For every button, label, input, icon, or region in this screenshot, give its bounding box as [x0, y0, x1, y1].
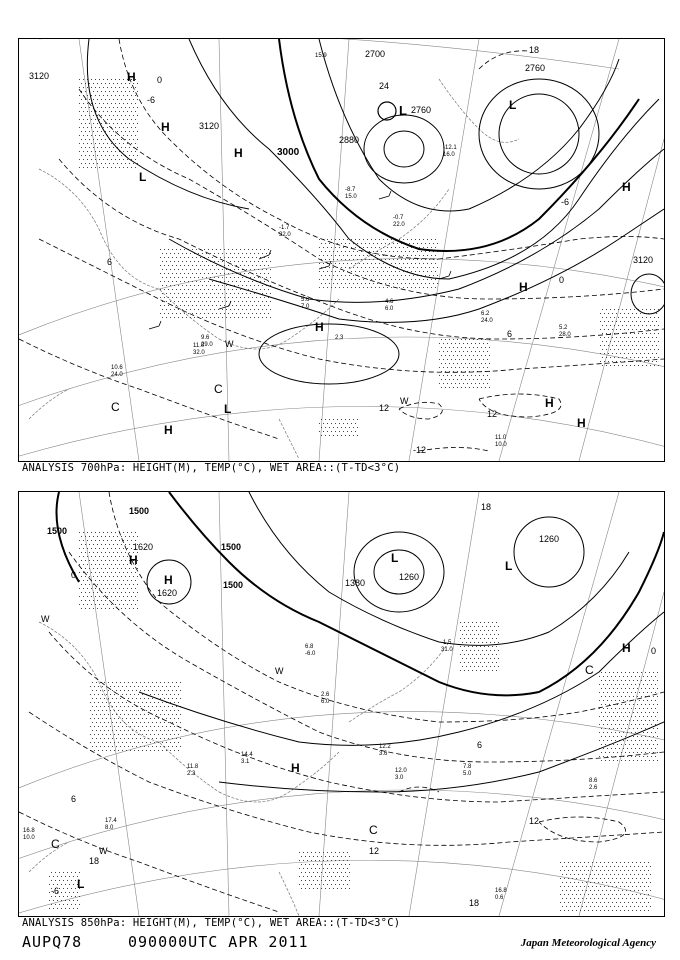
chart-id: AUPQ78	[22, 933, 83, 951]
station-plot: -12.1 16.0	[443, 145, 457, 158]
coastline	[29, 622, 449, 916]
contour-label: 12	[379, 403, 390, 413]
contour-label: 0	[71, 570, 77, 580]
contour-label: 6	[107, 257, 113, 267]
contour-label: 3000	[277, 147, 300, 158]
system-symbol: C	[111, 400, 120, 414]
contour-label: -12	[413, 445, 427, 455]
contour-label: 18	[529, 45, 540, 55]
height-contours	[87, 39, 664, 384]
station-plot: 17.4 8.0	[105, 818, 117, 831]
system-symbol: H	[161, 120, 170, 134]
contour-label: 12	[487, 409, 498, 419]
contour-label: 1500	[129, 506, 150, 516]
station-plot: 11.8 2.3	[187, 764, 199, 777]
map-850hpa	[19, 492, 664, 916]
valid-time: 090000UTC APR 2011	[128, 933, 309, 951]
system-symbol: L	[224, 402, 232, 416]
system-symbol: H	[577, 416, 586, 430]
station-plot: 15.9	[315, 53, 327, 59]
system-symbol: C	[585, 663, 594, 677]
wet-area	[49, 532, 658, 911]
caption-850hpa: ANALYSIS 850hPa: HEIGHT(M), TEMP(°C), WET AREA::(T-TD<3°C)	[22, 917, 401, 929]
station-plot: 14.4 3.1	[241, 752, 253, 765]
station-plot: 2.3	[335, 335, 344, 341]
agency-credit: Japan Meteorological Agency	[520, 937, 656, 949]
system-symbol: H	[291, 761, 300, 775]
station-plot: -0.7 22.0	[393, 215, 405, 228]
isotherms	[19, 492, 664, 912]
station-plot: 11.0 10.0	[495, 435, 507, 448]
contour-label: 6	[71, 794, 77, 804]
station-plot: 10.6 24.0	[111, 365, 123, 378]
coastline	[29, 79, 519, 459]
station-plot: 9.6 29.0	[201, 335, 213, 348]
station-plot: -1.7 32.0	[279, 225, 291, 238]
contour-label: -6	[147, 95, 156, 105]
contour-label: 24	[379, 81, 390, 91]
contour-label: 6	[507, 329, 513, 339]
contour-label: 2880	[339, 135, 360, 145]
system-symbol: C	[51, 837, 60, 851]
system-symbol: H	[622, 180, 631, 194]
contour-label: 18	[481, 502, 492, 512]
system-symbol: C	[369, 823, 378, 837]
contour-label: 3120	[633, 255, 654, 265]
contour-labels-850	[47, 502, 656, 908]
station-plot: 2.6 6.0	[321, 692, 330, 705]
contour-label: 12	[529, 816, 540, 826]
system-symbol: L	[77, 877, 85, 891]
station-plot: 6.8 -6.0	[305, 644, 316, 657]
system-symbol: H	[127, 70, 136, 84]
system-symbol: W	[275, 666, 284, 676]
chart-850hpa	[18, 491, 665, 917]
contour-label: 6	[477, 740, 483, 750]
system-symbol: H	[545, 396, 554, 410]
contour-label: 18	[469, 898, 480, 908]
contour-label: 12	[369, 846, 380, 856]
station-plot: 8.6 2.6	[589, 778, 598, 791]
system-symbol: W	[225, 339, 234, 349]
contour-label: 1260	[539, 534, 560, 544]
contour-label: 2700	[365, 49, 386, 59]
system-symbol: L	[139, 170, 147, 184]
station-plot: -8.7 15.0	[345, 187, 357, 200]
height-contours	[57, 492, 665, 792]
system-symbol: W	[41, 614, 50, 624]
system-symbol: W	[99, 846, 108, 856]
station-plot: 12.0 3.0	[395, 768, 407, 781]
system-symbol: C	[214, 382, 223, 396]
system-symbol: L	[399, 103, 407, 118]
contour-label: 1380	[345, 578, 366, 588]
map-700hpa	[19, 39, 664, 461]
contour-label: 3120	[29, 71, 50, 81]
graticule	[19, 492, 664, 916]
system-symbol: H	[129, 553, 138, 567]
contour-label: 1620	[133, 542, 154, 552]
system-symbol: H	[164, 573, 173, 587]
contour-label: 1500	[221, 542, 242, 552]
system-symbol: H	[315, 320, 324, 334]
station-plot: 7.8 5.0	[463, 764, 472, 777]
caption-700hpa: ANALYSIS 700hPa: HEIGHT(M), TEMP(°C), WET AREA::(T-TD<3°C)	[22, 462, 401, 474]
system-symbol: L	[505, 559, 513, 573]
system-symbol: H	[519, 280, 528, 294]
system-symbol: L	[509, 98, 517, 112]
station-plot: 11.0 32.0	[193, 343, 205, 356]
contour-label: 0	[651, 646, 657, 656]
contour-label: 1260	[399, 572, 420, 582]
contour-label: 1500	[223, 580, 244, 590]
system-symbol: W	[400, 396, 409, 406]
station-plot: 5.2 28.0	[559, 325, 571, 338]
contour-label: 0	[559, 275, 565, 285]
contour-label: 2760	[525, 63, 546, 73]
station-plot: 6.2 24.0	[481, 311, 493, 324]
system-symbol: H	[234, 146, 243, 160]
station-plot: 16.8 10.0	[23, 828, 35, 841]
station-plot: 12.2 3.6	[379, 744, 391, 757]
graticule	[19, 39, 664, 461]
system-symbol: L	[391, 551, 399, 565]
contour-label: 18	[89, 856, 100, 866]
station-plot: 4.6 6.0	[385, 299, 394, 312]
systems-700	[111, 70, 631, 437]
contour-label: 1500	[47, 526, 68, 536]
station-plot: 16.8 0.6	[495, 888, 507, 901]
contour-label: 3120	[199, 121, 220, 131]
contour-label: 1620	[157, 588, 178, 598]
contour-label: -6	[561, 197, 570, 207]
contour-label: -6	[51, 886, 60, 896]
system-symbol: H	[164, 423, 173, 437]
contour-label: 2760	[411, 105, 432, 115]
system-symbol: H	[622, 641, 631, 655]
isotherms	[19, 39, 664, 451]
contour-label: 0	[157, 75, 163, 85]
chart-700hpa	[18, 38, 665, 462]
station-plot: 5.6 7.0	[301, 297, 310, 310]
station-plot: -1.5 31.0	[441, 640, 453, 653]
